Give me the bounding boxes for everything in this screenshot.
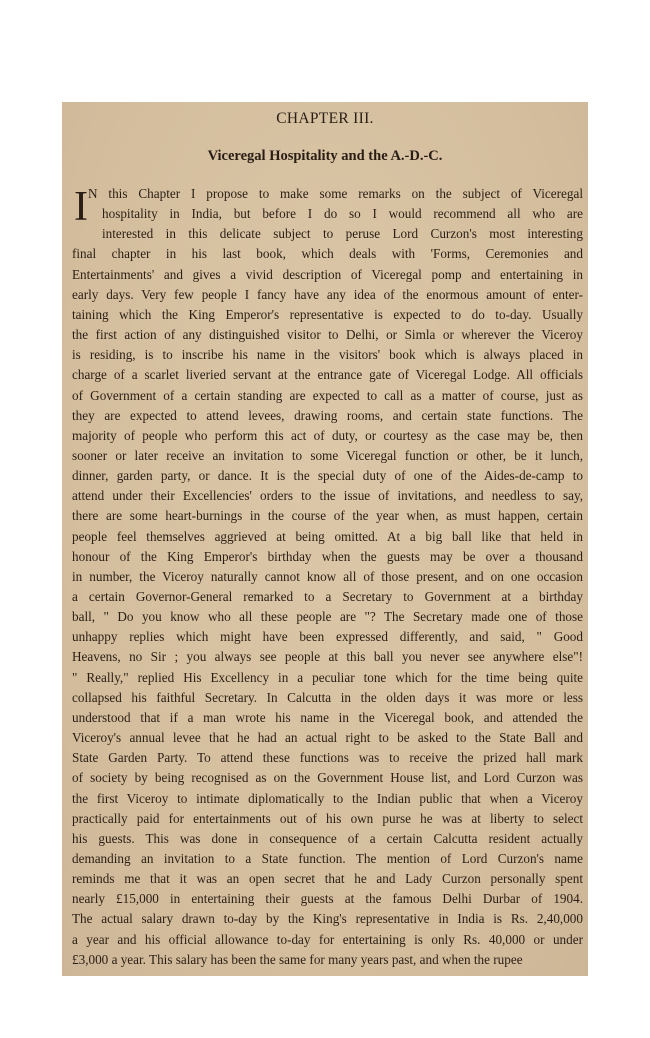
text-line: interested in this delicate subject to peruse Lord Curzon's most interesting: [102, 226, 583, 242]
text-line: a certain Governor-General remarked to a Secretary to Government at a birthday: [72, 589, 583, 604]
text-line: is residing, is to inscribe his name in the visitors' book which is always placed in: [72, 347, 583, 363]
text-line: practically paid for entertainments out of his own purse he was at liberty to select: [72, 810, 583, 826]
text-line: understood that if a man wrote his name in the Viceregal book, and attended the: [72, 709, 583, 725]
chapter-heading: CHAPTER III.: [276, 110, 374, 127]
drop-cap: I: [74, 184, 88, 230]
text-line: dinner, garden party, or dance. It is the special duty of one of the Aides-de-camp to: [72, 468, 583, 484]
text-line: majority of people who perform this act of duty, or courtesy as the case may be, then: [72, 427, 583, 443]
text-line: unhappy replies which might have been expressed differently, and said, " Good: [72, 629, 583, 645]
text-line: £3,000 a year. This salary has been the same for many years past, and when the rupee: [72, 951, 523, 967]
text-line: final chapter in his last book, which deals with 'Forms, Ceremonies and: [72, 246, 583, 262]
text-line: State Garden Party. To attend these functions was to receive the prized hall mark: [72, 750, 583, 766]
text-line: Heavens, no Sir ; you always see people at this ball you never see anywhere else"!: [72, 649, 583, 665]
text-line: sooner or later receive an invitation to some Viceregal function or other, be it lunch,: [72, 447, 583, 463]
text-line: honour of the King Emperor's birthday when the guests may be over a thousand: [72, 548, 583, 564]
text-line: there are some heart-burnings in the course of the year when, as must happen, certain: [72, 508, 583, 524]
text-line: collapsed his faithful Secretary. In Calcutta in the olden days it was more or less: [72, 689, 583, 705]
text-line: of society by being recognised as on the Government House list, and Lord Curzon was: [72, 770, 583, 786]
text-line: the first Viceroy to intimate diplomatically to the Indian public that when a Viceroy: [72, 790, 583, 806]
text-line: a year and his official allowance to-day for entertaining is only Rs. 40,000 or under: [72, 931, 583, 947]
scanned-page: [62, 102, 588, 976]
text-line: nearly £15,000 in entertaining their guests at the famous Delhi Durbar of 1904.: [72, 891, 583, 907]
text-line: N this Chapter I propose to make some remarks on the subject of Viceregal: [88, 186, 583, 201]
text-line: ball, " Do you know who all these people are "? The Secretary made one of those: [72, 609, 583, 625]
chapter-subtitle: Viceregal Hospitality and the A.-D.-C.: [207, 148, 443, 164]
text-line: charge of a scarlet liveried servant at the entrance gate of Viceregal Lodge. All officials: [72, 367, 583, 383]
text-line: attend under their Excellencies' orders to the issue of invitations, and needless to say,: [72, 488, 583, 504]
text-line: of Government of a certain standing are expected to call as a matter of course, just as: [72, 387, 583, 403]
text-line: reminds me that it was an open secret that he and Lady Curzon personally spent: [72, 871, 583, 887]
text-line: hospitality in India, but before I do so I would recommend all who are: [102, 206, 583, 222]
text-line: " Really," replied His Excellency in a peculiar tone which for the time being quite: [72, 669, 583, 685]
text-line: demanding an invitation to a State function. The mention of Lord Curzon's name: [72, 850, 583, 866]
text-line: taining which the King Emperor's representative is expected to do to-day. Usually: [72, 306, 583, 322]
text-line: early days. Very few people I fancy have any idea of the enormous amount of enter-: [72, 286, 583, 302]
text-line: The actual salary drawn to-day by the King's representative in India is Rs. 2,40,000: [72, 911, 583, 927]
text-line: in number, the Viceroy naturally cannot know all of those present, and on one occasion: [72, 568, 583, 584]
text-line: Viceroy's annual levee that he had an actual right to be asked to the State Ball and: [72, 730, 583, 746]
text-line: people feel themselves aggrieved at being omitted. At a big ball like that held in: [72, 528, 583, 544]
text-line: Entertainments' and gives a vivid description of Viceregal pomp and entertaining in: [72, 266, 583, 282]
text-line: they are expected to attend levees, drawing rooms, and certain state functions. The: [72, 407, 583, 423]
text-line: his guests. This was done in consequence of a certain Calcutta resident actually: [72, 830, 583, 846]
text-line: the first action of any distinguished visitor to Delhi, or Simla or wherever the Viceroy: [72, 327, 583, 343]
